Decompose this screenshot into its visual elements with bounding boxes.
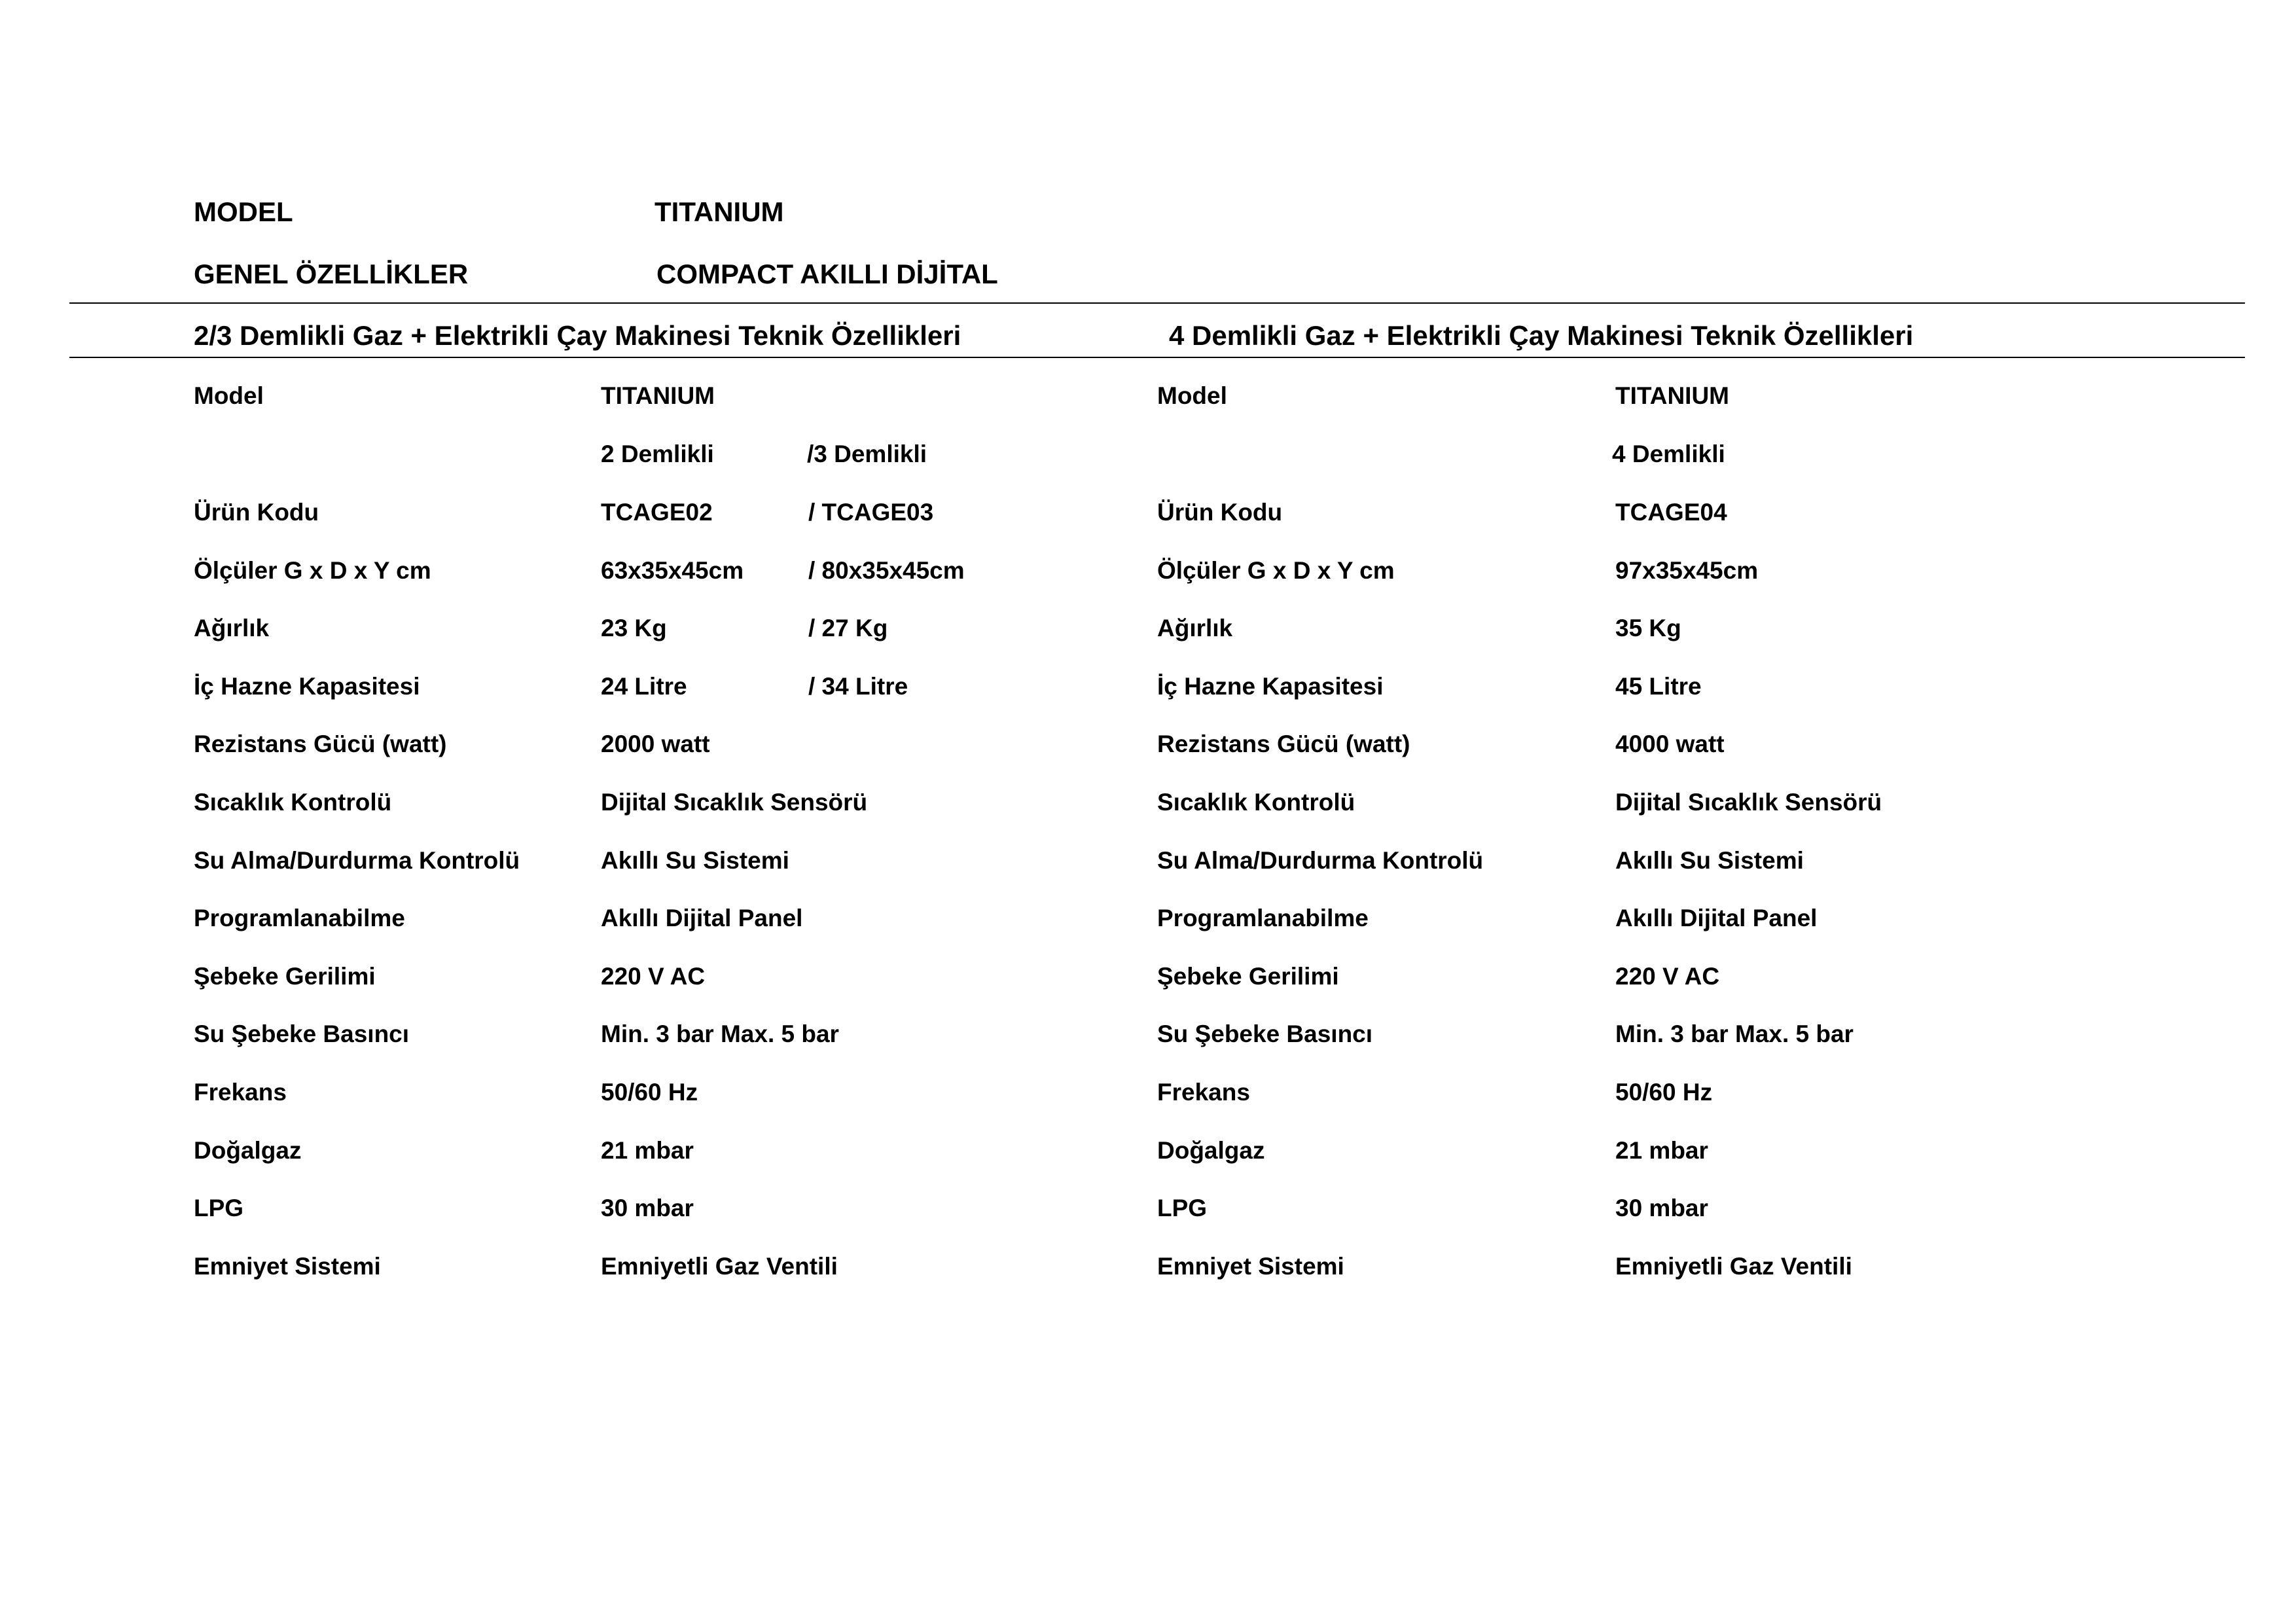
right-spec-value: Akıllı Dijital Panel bbox=[1615, 905, 1818, 931]
left-spec-value: 30 mbar bbox=[601, 1195, 694, 1221]
right-spec-value: 97x35x45cm bbox=[1615, 557, 1759, 584]
left-spec-value: 63x35x45cm bbox=[601, 557, 744, 584]
left-spec-value-alt: / 27 Kg bbox=[808, 615, 888, 641]
right-spec-value: Min. 3 bar Max. 5 bar bbox=[1615, 1020, 1854, 1047]
right-spec-label: Ağırlık bbox=[1157, 615, 1233, 641]
right-spec-label: Rezistans Gücü (watt) bbox=[1157, 731, 1410, 757]
left-spec-value: Akıllı Dijital Panel bbox=[601, 905, 803, 931]
right-spec-label: İç Hazne Kapasitesi bbox=[1157, 673, 1384, 700]
general-features-value: COMPACT AKILLI DİJİTAL bbox=[656, 259, 998, 289]
right-spec-value: 50/60 Hz bbox=[1615, 1079, 1713, 1106]
left-spec-value: 2000 watt bbox=[601, 731, 710, 757]
left-spec-label: Ölçüler G x D x Y cm bbox=[194, 557, 431, 584]
left-spec-label: Su Şebeke Basıncı bbox=[194, 1020, 410, 1047]
model-value: TITANIUM bbox=[655, 196, 784, 227]
left-variant-a: 2 Demlikli bbox=[601, 441, 714, 467]
right-spec-label: Su Alma/Durdurma Kontrolü bbox=[1157, 847, 1484, 874]
left-spec-value: TCAGE02 bbox=[601, 499, 713, 526]
left-model-value: TITANIUM bbox=[601, 382, 715, 409]
model-label: MODEL bbox=[194, 196, 293, 227]
left-spec-value: 220 V AC bbox=[601, 963, 706, 990]
left-spec-label: Şebeke Gerilimi bbox=[194, 963, 376, 990]
left-spec-label: Emniyet Sistemi bbox=[194, 1253, 381, 1280]
left-spec-value: 21 mbar bbox=[601, 1137, 694, 1164]
right-spec-value: 220 V AC bbox=[1615, 963, 1720, 990]
top-divider bbox=[69, 302, 2245, 304]
left-spec-label: Frekans bbox=[194, 1079, 287, 1106]
left-variant-b: /3 Demlikli bbox=[807, 441, 927, 467]
left-spec-label: Ağırlık bbox=[194, 615, 270, 641]
left-spec-label: Rezistans Gücü (watt) bbox=[194, 731, 447, 757]
right-spec-value: 4000 watt bbox=[1615, 731, 1725, 757]
right-spec-value: Emniyetli Gaz Ventili bbox=[1615, 1253, 1852, 1280]
left-spec-value: Dijital Sıcaklık Sensörü bbox=[601, 789, 868, 816]
right-spec-label: Şebeke Gerilimi bbox=[1157, 963, 1339, 990]
right-spec-label: Emniyet Sistemi bbox=[1157, 1253, 1344, 1280]
left-spec-label: Sıcaklık Kontrolü bbox=[194, 789, 392, 816]
left-spec-value: Emniyetli Gaz Ventili bbox=[601, 1253, 838, 1280]
right-spec-label: Su Şebeke Basıncı bbox=[1157, 1020, 1373, 1047]
right-spec-value: 45 Litre bbox=[1615, 673, 1702, 700]
right-spec-value: 30 mbar bbox=[1615, 1195, 1708, 1221]
left-spec-value: 23 Kg bbox=[601, 615, 667, 641]
left-spec-label: Su Alma/Durdurma Kontrolü bbox=[194, 847, 520, 874]
left-spec-value-alt: / TCAGE03 bbox=[808, 499, 934, 526]
right-spec-label: Ölçüler G x D x Y cm bbox=[1157, 557, 1395, 584]
right-model-label: Model bbox=[1157, 382, 1227, 409]
left-spec-value: Min. 3 bar Max. 5 bar bbox=[601, 1020, 839, 1047]
right-spec-label: Ürün Kodu bbox=[1157, 499, 1283, 526]
right-variant: 4 Demlikli bbox=[1612, 441, 1725, 467]
right-spec-label: LPG bbox=[1157, 1195, 1208, 1221]
right-spec-value: Akıllı Su Sistemi bbox=[1615, 847, 1804, 874]
right-spec-value: TCAGE04 bbox=[1615, 499, 1727, 526]
left-model-label: Model bbox=[194, 382, 264, 409]
right-spec-value: Dijital Sıcaklık Sensörü bbox=[1615, 789, 1882, 816]
right-model-value: TITANIUM bbox=[1615, 382, 1729, 409]
left-spec-value: 24 Litre bbox=[601, 673, 687, 700]
left-spec-label: Ürün Kodu bbox=[194, 499, 319, 526]
right-spec-label: Doğalgaz bbox=[1157, 1137, 1265, 1164]
right-section-title: 4 Demlikli Gaz + Elektrikli Çay Makinesi Teknik Özellikleri bbox=[1169, 320, 1914, 351]
left-section-title: 2/3 Demlikli Gaz + Elektrikli Çay Makinesi Teknik Özellikleri bbox=[194, 320, 961, 351]
left-spec-value: 50/60 Hz bbox=[601, 1079, 698, 1106]
left-spec-label: Programlanabilme bbox=[194, 905, 405, 931]
left-spec-label: İç Hazne Kapasitesi bbox=[194, 673, 420, 700]
general-features-label: GENEL ÖZELLİKLER bbox=[194, 259, 469, 289]
left-spec-value-alt: / 34 Litre bbox=[808, 673, 908, 700]
right-spec-label: Programlanabilme bbox=[1157, 905, 1369, 931]
left-spec-value-alt: / 80x35x45cm bbox=[808, 557, 965, 584]
right-spec-label: Frekans bbox=[1157, 1079, 1250, 1106]
right-spec-value: 21 mbar bbox=[1615, 1137, 1708, 1164]
right-spec-value: 35 Kg bbox=[1615, 615, 1681, 641]
bottom-divider bbox=[69, 357, 2245, 358]
left-spec-label: Doğalgaz bbox=[194, 1137, 302, 1164]
right-spec-label: Sıcaklık Kontrolü bbox=[1157, 789, 1355, 816]
left-spec-label: LPG bbox=[194, 1195, 244, 1221]
left-spec-value: Akıllı Su Sistemi bbox=[601, 847, 789, 874]
